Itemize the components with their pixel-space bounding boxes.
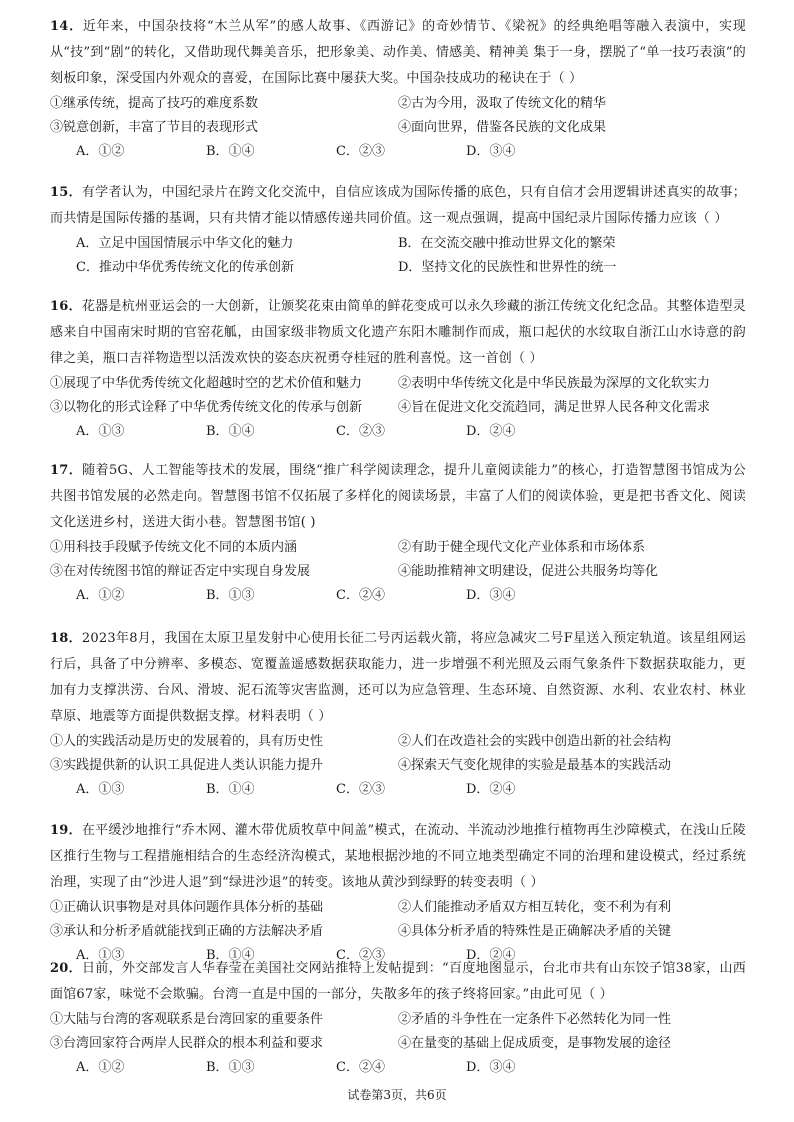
option-a: A．①② — [76, 588, 125, 603]
option-b: B．①④ — [206, 948, 255, 963]
option-d: D．②④ — [466, 424, 516, 439]
statement-1: ①继承传统，提高了技巧的难度系数 — [50, 96, 259, 111]
statement-3: ③承认和分析矛盾就能找到正确的方法解决矛盾 — [50, 924, 324, 939]
statement-2: ②人们能推动矛盾双方相互转化，变不利为有利 — [398, 900, 672, 915]
option-c: C．②③ — [336, 144, 385, 159]
option-d: D．③④ — [466, 1060, 516, 1075]
option-a: A．立足中国国情展示中华文化的魅力 — [76, 236, 294, 251]
question-stem: 在平缓沙地推行“乔木网、灌木带优质牧草中间盖”模式，在流动、半流动沙地推行植物再生沙障模式，在浅山丘陵区推行生物与工程措施相结合的生态经济沟模式，某地根据沙地的不同立地类型确定不同的治理和建设模式，经过系统治理，实现了由“沙进人退”到“绿进沙退”的转变。该地从黄沙到绿野的转变表明（ ） — [50, 823, 746, 890]
question-number: 17． — [50, 463, 83, 478]
statement-1: ①展现了中华优秀传统文化超越时空的艺术价值和魅力 — [50, 376, 363, 391]
statement-2: ②表明中华传统文化是中华民族最为深厚的文化软实力 — [398, 376, 711, 391]
option-c: C．②③ — [336, 424, 385, 439]
statement-3: ③在对传统图书馆的辩证否定中实现自身发展 — [50, 564, 311, 579]
option-c: C．推动中华优秀传统文化的传承创新 — [76, 260, 294, 275]
option-b: B．①④ — [206, 424, 255, 439]
statement-4: ④在量变的基础上促成质变，是事物发展的途径 — [398, 1036, 672, 1051]
statement-1: ①人的实践活动是历史的发展着的，具有历史性 — [50, 734, 324, 749]
option-b: B．在交流交融中推动世界文化的繁荣 — [398, 236, 616, 251]
option-c: C．②③ — [336, 782, 385, 797]
statement-3: ③锐意创新，丰富了节目的表现形式 — [50, 120, 259, 135]
option-b: B．①③ — [206, 1060, 255, 1075]
question-18 — [50, 626, 746, 802]
question-stem: 花器是杭州亚运会的一大创新，让颁奖花束由简单的鲜花变成可以永久珍藏的浙江传统文化纪念品。其整体造型灵感来自中国南宋时期的官窑花觚，由国家级非物质文化遗产东阳木雕制作而成，瓶口起伏的水纹取自浙江山水诗意的韵律之美，瓶口吉祥物造型以活泼欢快的姿态庆祝勇夺桂冠的胜利喜悦。这一首创（ ） — [50, 299, 746, 366]
question-stem: 日前，外交部发言人华春莹在美国社交网站推特上发帖提到：“百度地图显示，台北市共有山东饺子馆38家，山西面馆67家，味觉不会欺骗。台湾一直是中国的一部分，失散多年的孩子终将回家。”由此可见（ ） — [50, 961, 746, 1002]
question-number: 18． — [50, 631, 82, 646]
option-b: B．①④ — [206, 144, 255, 159]
option-c: C．②③ — [336, 948, 385, 963]
question-20 — [50, 956, 746, 1080]
statement-1: ①大陆与台湾的客观联系是台湾回家的重要条件 — [50, 1012, 324, 1027]
statement-1: ①用科技手段赋予传统文化不同的本质内涵 — [50, 540, 298, 555]
statement-4: ④能助推精神文明建设，促进公共服务均等化 — [398, 564, 659, 579]
question-number: 15． — [50, 185, 82, 200]
question-stem: 随着5G、人工智能等技术的发展，围绕“推广科学阅读理念，提升儿童阅读能力”的核心，打造智慧图书馆成为公共图书馆发展的必然走向。智慧图书馆不仅拓展了多样化的阅读场景，丰富了人们的阅读体验，更是把书香文化、阅读文化送进乡村，送进大街小巷。智慧图书馆( ) — [50, 463, 746, 530]
question-19 — [50, 818, 746, 968]
question-number: 20． — [50, 961, 82, 976]
question-stem: 2023年8月，我国在太原卫星发射中心使用长征二号丙运载火箭，将应急减灾二号F星送入预定轨道。该星组网运行后，具备了中分辨率、多模态、宽覆盖遥感数据获取能力，进一步增强不利光照及云雨气象条件下数据获取能力，更加有力支撑洪涝、台风、滑坡、泥石流等灾害监测，还可以为应急管理、生态环境、自然资源、水利、农业农村、林业草原、地震等方面提供数据支撑。材料表明（ ） — [50, 631, 746, 724]
statement-3: ③台湾回家符合两岸人民群众的根本利益和要求 — [50, 1036, 324, 1051]
option-a: A．①② — [76, 144, 125, 159]
statement-1: ①正确认识事物是对具体问题作具体分析的基础 — [50, 900, 324, 915]
option-a: A．①② — [76, 1060, 125, 1075]
statement-3: ③以物化的形式诠释了中华优秀传统文化的传承与创新 — [50, 400, 363, 415]
statement-3: ③实践提供新的认识工具促进人类认识能力提升 — [50, 758, 324, 773]
statement-4: ④探索天气变化规律的实验是最基本的实践活动 — [398, 758, 672, 773]
option-a: A．①③ — [76, 948, 125, 963]
option-d: D．②④ — [466, 782, 516, 797]
statement-4: ④面向世界，借鉴各民族的文化成果 — [398, 120, 607, 135]
option-a: A．①③ — [76, 424, 125, 439]
option-a: A．①③ — [76, 782, 125, 797]
statement-4: ④旨在促进文化交流趋同，满足世界人民各种文化需求 — [398, 400, 711, 415]
option-d: D．坚持文化的民族性和世界性的统一 — [398, 260, 617, 275]
question-number: 16． — [50, 299, 82, 314]
statement-2: ②矛盾的斗争性在一定条件下必然转化为同一性 — [398, 1012, 672, 1027]
question-16 — [50, 294, 746, 444]
page-footer: 试卷第3页，共6页 — [347, 1088, 447, 1102]
statement-2: ②古为今用，汲取了传统文化的精华 — [398, 96, 607, 111]
statement-2: ②有助于健全现代文化产业体系和市场体系 — [398, 540, 646, 555]
question-stem: 近年来，中国杂技将“木兰从军”的感人故事、《西游记》的奇妙情节、《梁祝》的经典绝唱等融入表演中，实现从“技”到“剧”的转化，又借助现代舞美音乐，把形象美、动作美、情感美、精神美 集于一身，摆脱了“单一技巧表演”的刻板印象，深受国内外观众的喜爱，在国际比赛中屡获大奖。中国杂技成功的秘诀在于（ ） — [50, 19, 746, 86]
question-stem: 有学者认为，中国纪录片在跨文化交流中，自信应该成为国际传播的底色，只有自信才会用逻辑讲述真实的故事；而共情是国际传播的基调，只有共情才能以情感传递共同价值。这一观点强调，提高中国纪录片国际传播力应该（ ） — [50, 185, 746, 226]
question-15 — [50, 180, 746, 280]
option-b: B．①③ — [206, 588, 255, 603]
option-c: C．②④ — [336, 588, 385, 603]
question-17 — [50, 458, 746, 608]
option-b: B．①④ — [206, 782, 255, 797]
option-c: C．②④ — [336, 1060, 385, 1075]
question-number: 14． — [50, 19, 83, 34]
option-d: D．③④ — [466, 588, 516, 603]
statement-2: ②人们在改造社会的实践中创造出新的社会结构 — [398, 734, 672, 749]
option-d: D．②④ — [466, 948, 516, 963]
statement-4: ④具体分析矛盾的特殊性是正确解决矛盾的关键 — [398, 924, 672, 939]
question-number: 19． — [50, 823, 82, 838]
question-14 — [50, 14, 746, 164]
option-d: D．③④ — [466, 144, 516, 159]
